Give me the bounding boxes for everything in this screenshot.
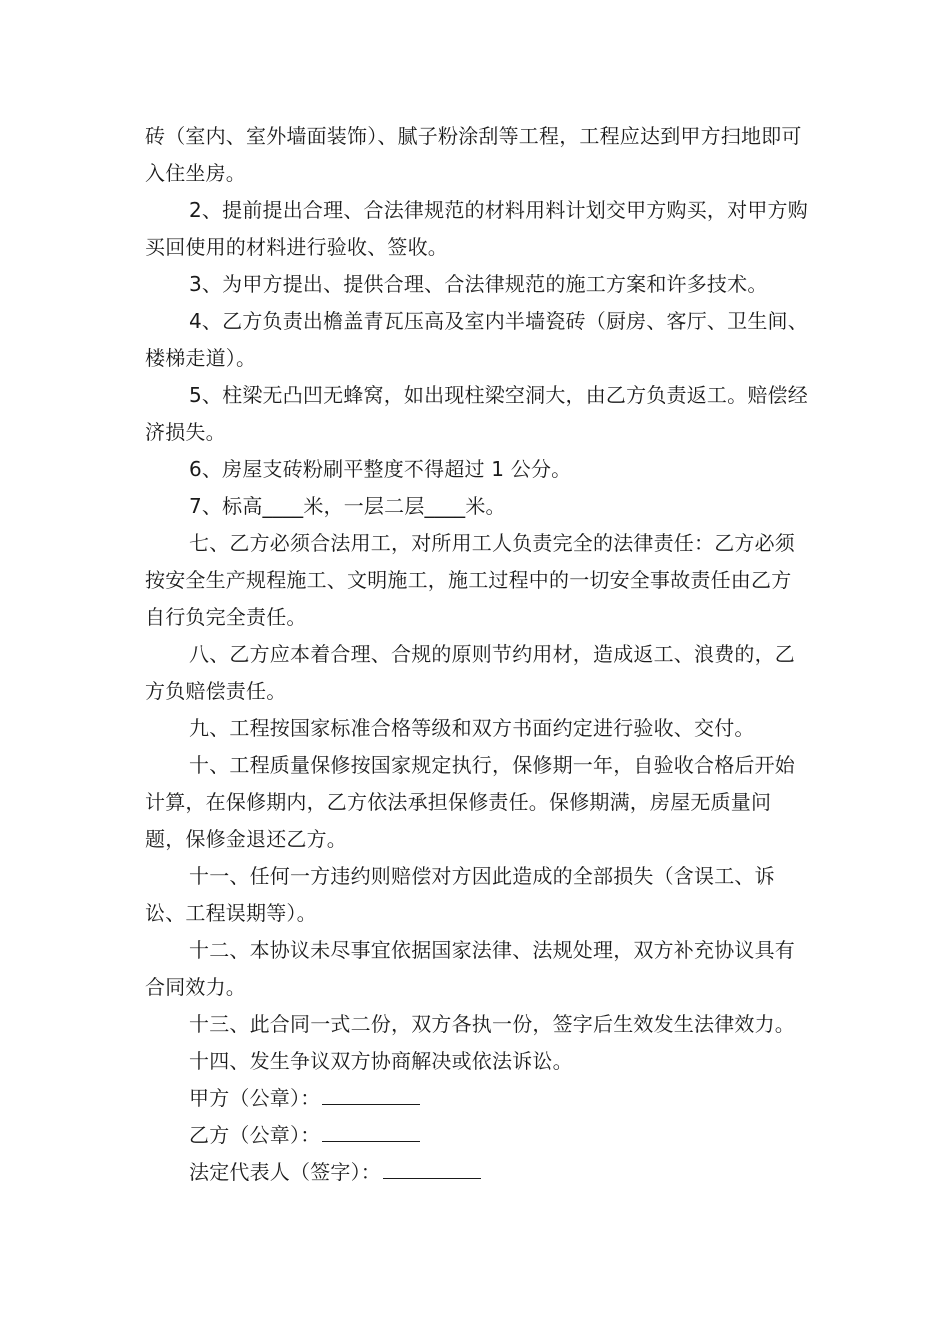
- legal-rep-label: 法定代表人（签字）：: [189, 1160, 381, 1184]
- article-11: 十一、任何一方违约则赔偿对方因此造成的全部损失（含误工、诉讼、工程误期等）。: [145, 864, 775, 925]
- clause-7: 7、标高____米，一层二层____米。: [189, 494, 506, 518]
- party-b-blank[interactable]: [322, 1119, 420, 1142]
- paragraph-continuation: 砖（室内、室外墙面装饰）、腻子粉涂刮等工程，工程应达到甲方扫地即可入住坐房。: [145, 124, 802, 185]
- article-8: 八、乙方应本着合理、合规的原则节约用材，造成返工、浪费的，乙方负赔偿责任。: [145, 642, 795, 703]
- party-a-blank[interactable]: [322, 1082, 420, 1105]
- legal-rep-blank[interactable]: [383, 1156, 481, 1179]
- article-10: 十、工程质量保修按国家规定执行，保修期一年，自验收合格后开始计算，在保修期内，乙方依法承担保修责任。保修期满，房屋无质量问题，保修金退还乙方。: [145, 753, 795, 851]
- document-body: [145, 118, 810, 1191]
- party-a-signature-line: [145, 1080, 810, 1117]
- legal-rep-signature-line: [145, 1154, 810, 1191]
- article-13: 十三、此合同一式二份，双方各执一份，签字后生效发生法律效力。: [189, 1012, 795, 1036]
- article-7: 七、乙方必须合法用工，对所用工人负责完全的法律责任：乙方必须按安全生产规程施工、文明施工，施工过程中的一切安全事故责任由乙方自行负完全责任。: [145, 531, 795, 629]
- article-14: 十四、发生争议双方协商解决或依法诉讼。: [189, 1049, 573, 1073]
- party-b-label: 乙方（公章）：: [189, 1123, 321, 1147]
- party-a-label: 甲方（公章）：: [189, 1086, 321, 1110]
- article-9: 九、工程按国家标准合格等级和双方书面约定进行验收、交付。: [189, 716, 755, 740]
- clause-4: 4、乙方负责出檐盖青瓦压高及室内半墙瓷砖（厨房、客厅、卫生间、楼梯走道）。: [145, 309, 808, 370]
- party-b-signature-line: [145, 1117, 810, 1154]
- article-12: 十二、本协议未尽事宜依据国家法律、法规处理，双方补充协议具有合同效力。: [145, 938, 795, 999]
- clause-5: 5、柱梁无凸凹无蜂窝，如出现柱梁空洞大，由乙方负责返工。赔偿经济损失。: [145, 383, 808, 444]
- clause-2: 2、提前提出合理、合法律规范的材料用料计划交甲方购买，对甲方购买回使用的材料进行验收、签收。: [145, 198, 808, 259]
- clause-6: 6、房屋支砖粉刷平整度不得超过 1 公分。: [189, 457, 572, 481]
- clause-3: 3、为甲方提出、提供合理、合法律规范的施工方案和许多技术。: [189, 272, 768, 296]
